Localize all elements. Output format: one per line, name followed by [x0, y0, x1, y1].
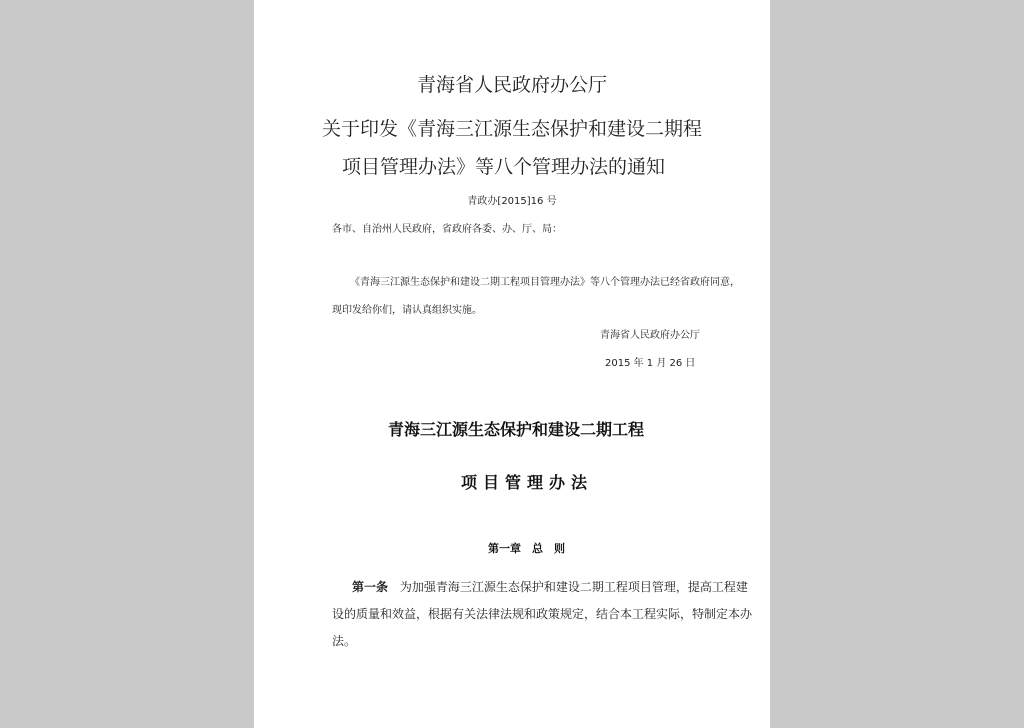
article1-label: 第一条 [352, 580, 389, 594]
rules-title-line2: 项目管理办法 [461, 473, 594, 492]
notice-title-line2: 项目管理办法》等八个管理办法的通知 [342, 156, 666, 178]
body-line2: 现印发给你们，请认真组织实施。 [332, 305, 482, 316]
document-page [254, 0, 770, 728]
date: 2015 年 1 月 26 日 [605, 358, 696, 369]
article1-line3: 法。 [332, 634, 357, 648]
article1-line2: 设的质量和效益，根据有关法律法规和政策规定，结合本工程实际，特制定本办 [332, 607, 753, 621]
article1-line1 [352, 578, 748, 595]
recipients: 各市、自治州人民政府，省政府各委、办、厅、局： [332, 224, 562, 235]
doc-number: 青政办[2015]16 号 [467, 196, 557, 207]
signature: 青海省人民政府办公厅 [600, 330, 700, 341]
body-line1: 《青海三江源生态保护和建设二期工程项目管理办法》等八个管理办法已经省政府同意， [350, 277, 740, 288]
rules-title-line1: 青海三江源生态保护和建设二期工程 [388, 420, 645, 439]
article1-line1-text: 为加强青海三江源生态保护和建设二期工程项目管理，提高工程建 [399, 580, 748, 594]
notice-title-line1: 关于印发《青海三江源生态保护和建设二期程 [321, 118, 702, 140]
issuer-title: 青海省人民政府办公厅 [416, 74, 607, 96]
chapter-heading: 第一章 总 则 [488, 542, 565, 555]
